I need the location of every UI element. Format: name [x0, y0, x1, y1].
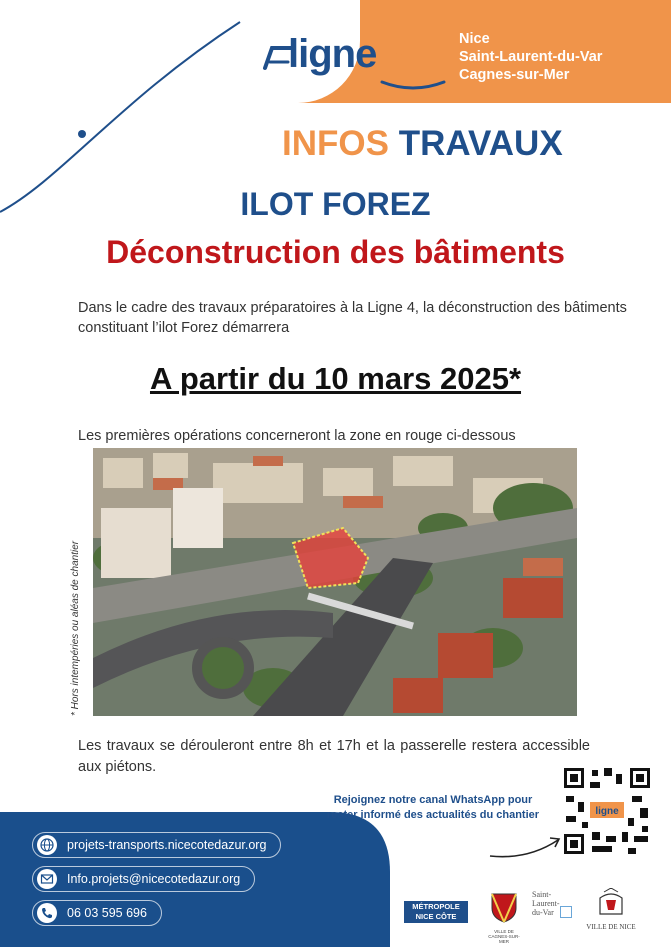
qr-code[interactable] — [562, 766, 652, 856]
saint-laurent-text: Saint-Laurent-du-Var — [532, 890, 560, 917]
infos-travaux-title — [282, 124, 563, 164]
nice-eagle-icon — [586, 888, 636, 918]
email-text: Info.projets@nicecotedazur.org — [67, 872, 241, 886]
travaux-word: TRAVAUX — [398, 124, 563, 163]
footnote: * Hors intempéries ou aléas de chantier — [70, 540, 81, 716]
qr-badge-text: ligne — [595, 806, 619, 817]
cagnes-logo — [484, 890, 524, 944]
phone-link[interactable] — [32, 900, 162, 926]
aerial-photo — [93, 448, 577, 716]
city-cagnes: Cagnes-sur-Mer — [459, 67, 570, 83]
city-nice: Nice — [459, 31, 490, 47]
site-title: ILOT FOREZ — [240, 186, 431, 222]
email-link[interactable] — [32, 866, 255, 892]
saint-laurent-logo — [532, 890, 578, 930]
start-date — [0, 361, 671, 397]
phone-text: 06 03 595 696 — [67, 906, 147, 920]
nice-text: VILLE DE NICE — [586, 923, 636, 931]
outro-text: Les travaux se dérouleront entre 8h et 17h et la passerelle restera accessible aux piétons. — [78, 738, 590, 775]
saint-laurent-mark — [560, 906, 572, 918]
infos-word: INFOS — [282, 124, 389, 163]
metropole-logo: MÉTROPOLE NICE CÔTE D'AZUR — [404, 901, 468, 923]
website-link[interactable] — [32, 832, 281, 858]
ligne4-logo — [262, 26, 462, 96]
arrow-icon — [488, 822, 568, 862]
phone-icon — [37, 903, 57, 923]
nice-logo — [586, 888, 636, 932]
cagnes-crest-icon — [484, 890, 524, 924]
subject-title: Déconstruction des bâtiments — [106, 234, 565, 270]
globe-icon — [37, 835, 57, 855]
logo-number: 4 — [392, 29, 418, 81]
whatsapp-invite[interactable]: Rejoignez notre canal WhatsApp pour rester informé des actualités du chantier — [326, 794, 540, 821]
logo-swoosh — [378, 78, 448, 92]
city-saint-laurent: Saint-Laurent-du-Var — [459, 49, 603, 65]
start-date-text: A partir du 10 mars 2025* — [149, 361, 522, 396]
logo-word: ligne — [288, 32, 377, 76]
cities-list — [459, 30, 602, 84]
mail-icon — [37, 869, 57, 889]
lead-text: Les premières opérations concerneront la zone en rouge ci-dessous — [78, 428, 516, 444]
website-text: projets-transports.nicecotedazur.org — [67, 838, 267, 852]
intro-text: Dans le cadre des travaux préparatoires à la Ligne 4, la déconstruction des bâtiments constituant l’ilot Forez démarrera — [78, 300, 627, 336]
cagnes-text: VILLE DE CAGNES-SUR-MER — [488, 929, 520, 944]
